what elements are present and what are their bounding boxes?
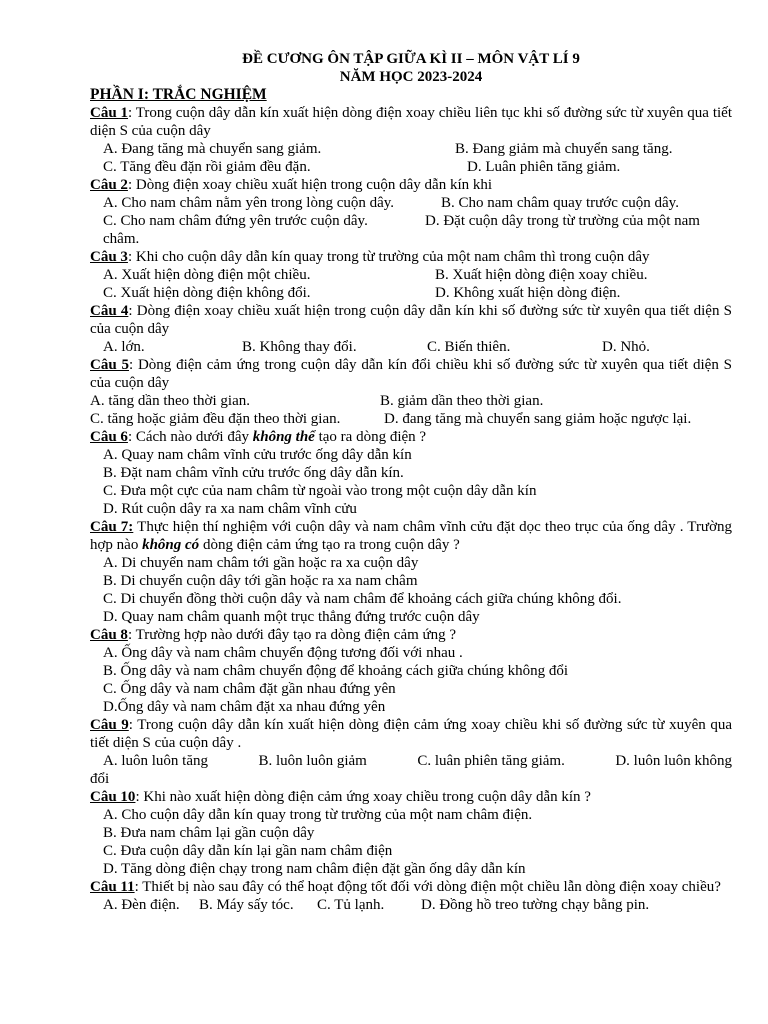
option-b: B. luôn luôn giảm <box>258 753 367 769</box>
option-b: B. Đang giảm mà chuyển sang tăng. <box>455 141 673 157</box>
option-b: B. Đặt nam châm vĩnh cửu trước ống dây dẫn kín. <box>103 465 404 481</box>
option-b: B. Di chuyển cuộn dây tới gần hoặc ra xa nam châm <box>103 573 418 589</box>
option-d: D. Nhỏ. <box>602 339 650 355</box>
option-a: A. tăng dần theo thời gian. <box>90 393 250 409</box>
question-label: Câu 4 <box>90 303 129 319</box>
question-label: Câu 5 <box>90 357 129 373</box>
option-c: C. luân phiên tăng giảm. <box>417 753 565 769</box>
option-c: C. tăng hoặc giảm đều đặn theo thời gian. <box>90 411 341 427</box>
question-label: Câu 11 <box>90 879 135 895</box>
option-a: A. luôn luôn tăng <box>103 753 208 769</box>
question-label: Câu 7: <box>90 519 134 535</box>
option-c: C. Đưa một cực của nam châm từ ngoài vào trong một cuộn dây dẫn kín <box>103 483 537 499</box>
option-b: B. Đưa nam châm lại gần cuộn dây <box>103 825 315 841</box>
option-d: D. Tăng dòng điện chạy trong nam châm điện đặt gần ống dây dẫn kín <box>103 861 526 877</box>
question-10 <box>90 788 732 806</box>
options-row <box>90 158 732 176</box>
keyword: không có <box>142 537 200 553</box>
document-title: ĐỀ CƯƠNG ÔN TẬP GIỮA KÌ II – MÔN VẬT LÍ 9 <box>242 51 580 67</box>
option-d-continued: đổi <box>90 771 110 787</box>
question-label: Câu 9 <box>90 717 129 733</box>
option-b: B. Máy sấy tóc. <box>199 897 294 913</box>
option-c: C. Đưa cuộn dây dẫn kín lại gần nam châm điện <box>103 843 393 859</box>
question-label: Câu 2 <box>90 177 128 193</box>
option-c: C. Tủ lạnh. <box>317 897 385 913</box>
option-c: C. Xuất hiện dòng điện không đổi. <box>103 285 311 301</box>
options-row <box>90 140 732 158</box>
option-b: B. Xuất hiện dòng điện xoay chiều. <box>435 267 648 283</box>
keyword: không thể <box>252 429 315 445</box>
question-text: : Khi cho cuộn dây dẫn kín quay trong từ trường của một nam châm thì trong cuộn dây <box>127 249 650 265</box>
option-a: A. Đèn điện. <box>103 897 180 913</box>
option-c: C. Ống dây và nam châm đặt gần nhau đứng yên <box>103 681 396 697</box>
option-c: C. Biến thiên. <box>427 339 511 355</box>
options-row <box>90 752 732 770</box>
options-row <box>90 284 732 302</box>
question-6 <box>90 428 732 446</box>
document-page <box>90 50 732 914</box>
question-text-end: tạo ra dòng điện ? <box>314 429 427 445</box>
question-1 <box>90 104 732 140</box>
option-a: A. Cho nam châm nằm yên trong lòng cuộn dây. <box>103 195 395 211</box>
question-text: : Cách nào dưới đây <box>127 429 253 445</box>
option-a: A. Quay nam châm vĩnh cửu trước ống dây dẫn kín <box>103 447 412 463</box>
option-d: D. Rút cuộn dây ra xa nam châm vĩnh cửu <box>103 501 357 517</box>
question-4 <box>90 302 732 338</box>
option-d: D. Đồng hồ treo tường chạy bằng pin. <box>421 897 650 913</box>
options-row <box>90 266 732 284</box>
option-c: C. Tăng đều đặn rồi giảm đều đặn. <box>103 159 311 175</box>
question-label: Câu 6 <box>90 429 128 445</box>
option-a: A. Di chuyển nam châm tới gần hoặc ra xa cuộn dây <box>103 555 419 571</box>
option-b: B. Không thay đổi. <box>242 339 357 355</box>
question-text: : Trong cuộn dây dẫn kín xuất hiện dòng điện cảm ứng xoay chiều khi số đường sức từ xuyên qua tiết diện S của cuộn dây . <box>90 717 732 751</box>
question-text: : Dòng điện cảm ứng trong cuộn dây dẫn kín đổi chiều khi số đường sức từ xuyên qua tiết diện S của cuộn dây <box>90 357 732 391</box>
options-row <box>90 392 732 410</box>
school-year: NĂM HỌC 2023-2024 <box>339 69 483 85</box>
question-8 <box>90 626 732 644</box>
question-label: Câu 1 <box>90 105 129 121</box>
options-row <box>90 194 732 212</box>
option-a: A. Đang tăng mà chuyển sang giảm. <box>103 141 322 157</box>
question-text: : Dòng điện xoay chiều xuất hiện trong cuộn dây dẫn kín khi số đường sức từ xuyên qua tiết diện S của cuộn dây <box>90 303 732 337</box>
option-d: D. luôn luôn không <box>615 753 732 769</box>
options-row <box>90 212 732 248</box>
option-d: D. Quay nam châm quanh một trục thẳng đứng trước cuộn dây <box>103 609 480 625</box>
option-b: B. Cho nam châm quay trước cuộn dây. <box>441 195 679 211</box>
options-row <box>90 896 732 914</box>
options-row <box>90 410 732 428</box>
question-label: Câu 3 <box>90 249 128 265</box>
option-d: D. đang tăng mà chuyển sang giảm hoặc ngược lại. <box>384 411 692 427</box>
question-text: : Dòng điện xoay chiều xuất hiện trong cuộn dây dẫn kín khi <box>127 177 493 193</box>
options-row <box>90 338 732 356</box>
question-text: : Thiết bị nào sau đây có thể hoạt động tốt đối với dòng điện một chiều lẫn dòng điện xoay chiều? <box>134 879 721 895</box>
option-b: B. Ống dây và nam châm chuyển động để khoảng cách giữa chúng không đổi <box>103 663 569 679</box>
question-text: : Trường hợp nào dưới đây tạo ra dòng điện cảm ứng ? <box>127 627 457 643</box>
question-text: : Trong cuộn dây dẫn kín xuất hiện dòng điện xoay chiều liên tục khi số đường sức từ xuyên qua tiết diện S của cuộn dây <box>90 105 732 139</box>
question-label: Câu 8 <box>90 627 128 643</box>
option-d: D. Không xuất hiện dòng điện. <box>435 285 621 301</box>
question-3 <box>90 248 732 266</box>
question-5 <box>90 356 732 392</box>
option-a: A. Cho cuộn dây dẫn kín quay trong từ trường của một nam châm điện. <box>103 807 533 823</box>
option-a: A. lớn. <box>103 339 145 355</box>
question-text: Thực hiện thí nghiệm với cuộn dây và nam châm vĩnh cửu đặt dọc theo trục của ống dây . Trường hợp nào <box>90 519 732 553</box>
option-b: B. giảm dần theo thời gian. <box>380 393 544 409</box>
option-a: A. Xuất hiện dòng điện một chiều. <box>103 267 311 283</box>
option-c: C. Di chuyển đồng thời cuộn dây và nam châm để khoảng cách giữa chúng không đổi. <box>103 591 622 607</box>
question-7 <box>90 518 732 554</box>
question-11 <box>90 878 732 896</box>
question-label: Câu 10 <box>90 789 136 805</box>
option-c: C. Cho nam châm đứng yên trước cuộn dây. <box>103 213 368 229</box>
question-2 <box>90 176 732 194</box>
question-text: : Khi nào xuất hiện dòng điện cảm ứng xoay chiều trong cuộn dây dẫn kín ? <box>135 789 591 805</box>
section-heading: PHẦN I: TRẮC NGHIỆM <box>90 86 267 103</box>
option-a: A. Ống dây và nam châm chuyển động tương đối với nhau . <box>103 645 463 661</box>
option-d: D. Luân phiên tăng giảm. <box>467 159 621 175</box>
option-d: D.Ống dây và nam châm đặt xa nhau đứng yên <box>103 699 386 715</box>
question-text-end: dòng điện cảm ứng tạo ra trong cuộn dây ? <box>199 537 460 553</box>
question-9 <box>90 716 732 752</box>
option-d: D. Đặt cuộn dây trong từ trường của một nam châm. <box>103 213 700 247</box>
